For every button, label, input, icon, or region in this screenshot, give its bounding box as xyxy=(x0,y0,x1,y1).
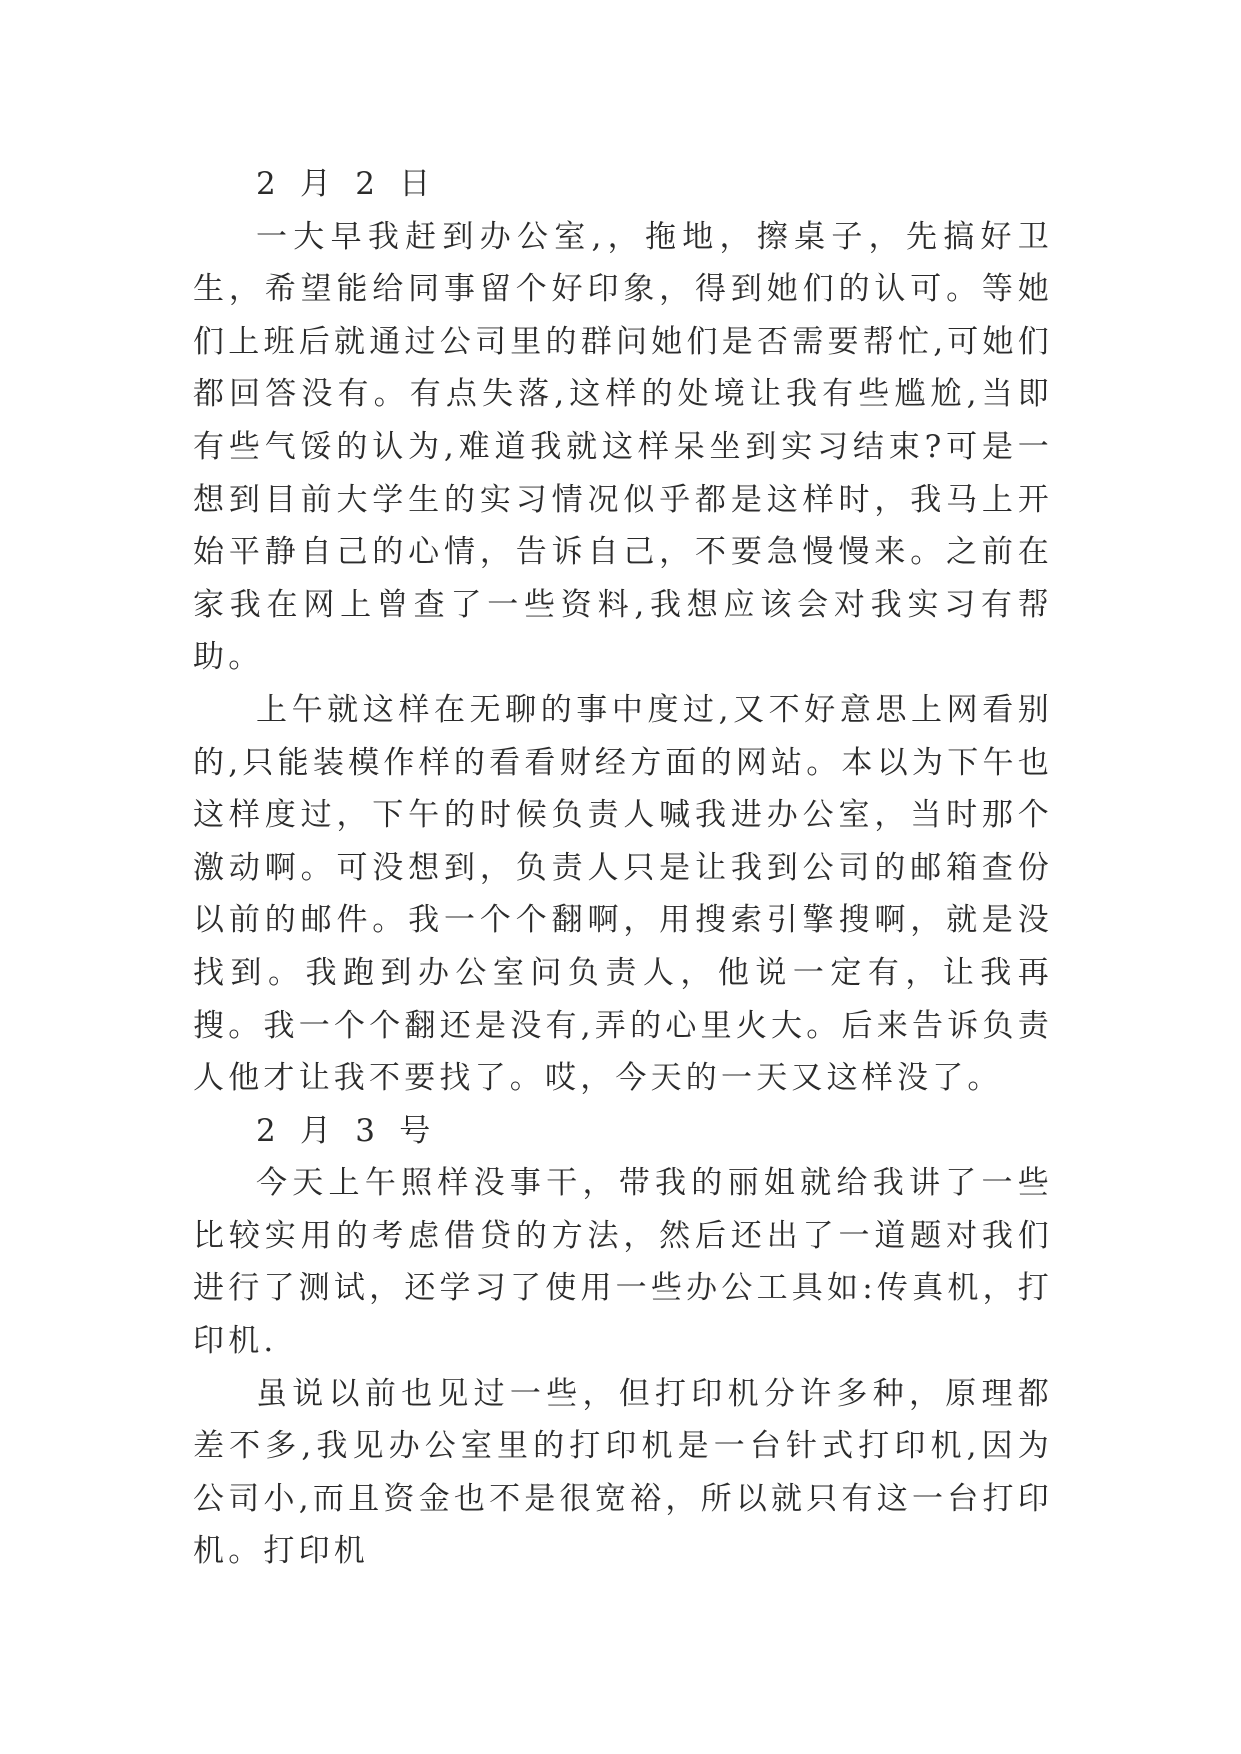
document-body xyxy=(193,158,1053,1578)
diary-date-heading: 2 月 2 日 xyxy=(256,166,435,202)
body-paragraph: 今天上午照样没事干，带我的丽姐就给我讲了一些比较实用的考虑借贷的方法，然后还出了一道题对我们进行了测试，还学习了使用一些办公工具如:传真机，打印机. xyxy=(193,1165,1053,1360)
body-paragraph: 上午就这样在无聊的事中度过,又不好意思上网看别的,只能装模作样的看看财经方面的网站。本以为下午也这样度过，下午的时候负责人喊我进办公室，当时那个激动啊。可没想到，负责人只是让我到公司的邮箱查份以前的邮件。我一个个翻啊，用搜索引擎搜啊，就是没找到。我跑到办公室问负责人，他说一定有，让我再搜。我一个个翻还是没有,弄的心里火大。后来告诉负责人他才让我不要找了。哎，今天的一天又这样没了。 xyxy=(193,691,1053,1097)
body-paragraph: 一大早我赶到办公室,，拖地，擦桌子，先搞好卫生，希望能给同事留个好印象，得到她们的认可。等她们上班后就通过公司里的群问她们是否需要帮忙,可她们都回答没有。有点失落,这样的处境让我有些尴尬,当即有些气馁的认为,难道我就这样呆坐到实习结束?可是一想到目前大学生的实习情况似乎都是这样时，我马上开始平静自己的心情，告诉自己，不要急慢慢来。之前在家我在网上曾查了一些资料,我想应该会对我实习有帮助。 xyxy=(193,218,1053,676)
body-paragraph: 虽说以前也见过一些，但打印机分许多种，原理都差不多,我见办公室里的打印机是一台针式打印机,因为公司小,而且资金也不是很宽裕，所以就只有这一台打印机。打印机 xyxy=(193,1375,1053,1570)
diary-date-heading: 2 月 3 号 xyxy=(256,1112,435,1149)
